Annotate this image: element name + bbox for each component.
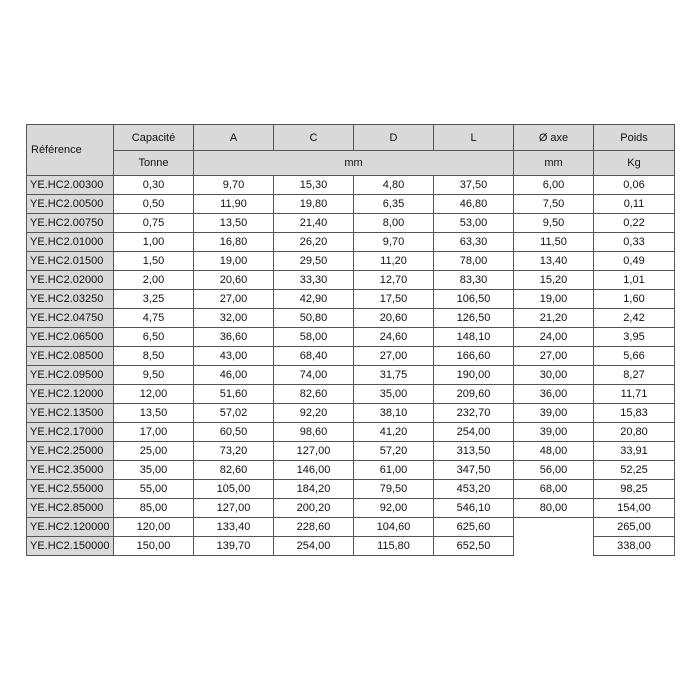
table-row [27,499,675,518]
cell-axle: 6,00 [514,176,594,195]
cell-c: 42,90 [274,290,354,309]
table-row [27,328,675,347]
cell-reference: YE.HC2.00300 [27,176,114,195]
table-row [27,309,675,328]
cell-c: 228,60 [274,518,354,537]
cell-c: 26,20 [274,233,354,252]
header-reference: Référence [27,125,114,176]
cell-axle: 56,00 [514,461,594,480]
cell-axle: 48,00 [514,442,594,461]
cell-c: 82,60 [274,385,354,404]
cell-d: 57,20 [354,442,434,461]
cell-c: 127,00 [274,442,354,461]
cell-d: 104,60 [354,518,434,537]
cell-d: 92,00 [354,499,434,518]
cell-d: 38,10 [354,404,434,423]
cell-weight: 15,83 [594,404,675,423]
cell-l: 190,00 [434,366,514,385]
cell-a: 11,90 [194,195,274,214]
table-row [27,423,675,442]
cell-reference: YE.HC2.85000 [27,499,114,518]
cell-c: 68,40 [274,347,354,366]
cell-l: 652,50 [434,537,514,556]
cell-capacity: 6,50 [114,328,194,347]
cell-d: 24,60 [354,328,434,347]
table-row [27,195,675,214]
cell-d: 6,35 [354,195,434,214]
cell-weight: 0,06 [594,176,675,195]
cell-weight: 52,25 [594,461,675,480]
cell-reference: YE.HC2.06500 [27,328,114,347]
cell-c: 184,20 [274,480,354,499]
cell-c: 29,50 [274,252,354,271]
cell-weight: 1,01 [594,271,675,290]
cell-weight: 33,91 [594,442,675,461]
cell-c: 21,40 [274,214,354,233]
cell-c: 50,80 [274,309,354,328]
cell-reference: YE.HC2.35000 [27,461,114,480]
header-capacity: Capacité [114,125,194,151]
cell-reference: YE.HC2.00500 [27,195,114,214]
cell-reference: YE.HC2.25000 [27,442,114,461]
cell-l: 83,30 [434,271,514,290]
cell-d: 12,70 [354,271,434,290]
cell-l: 166,60 [434,347,514,366]
cell-weight: 8,27 [594,366,675,385]
unit-dimensions: mm [194,151,514,176]
cell-l: 126,50 [434,309,514,328]
cell-c: 98,60 [274,423,354,442]
cell-axle: 9,50 [514,214,594,233]
cell-capacity: 0,50 [114,195,194,214]
cell-reference: YE.HC2.01500 [27,252,114,271]
table-row [27,480,675,499]
cell-a: 127,00 [194,499,274,518]
cell-capacity: 35,00 [114,461,194,480]
table-body [27,176,675,556]
cell-reference: YE.HC2.04750 [27,309,114,328]
specification-table [26,124,675,556]
cell-a: 139,70 [194,537,274,556]
table-row [27,404,675,423]
cell-d: 20,60 [354,309,434,328]
cell-a: 133,40 [194,518,274,537]
cell-reference: YE.HC2.17000 [27,423,114,442]
cell-reference: YE.HC2.13500 [27,404,114,423]
cell-axle: 19,00 [514,290,594,309]
cell-l: 63,30 [434,233,514,252]
cell-reference: YE.HC2.55000 [27,480,114,499]
cell-weight: 1,60 [594,290,675,309]
cell-capacity: 17,00 [114,423,194,442]
cell-l: 347,50 [434,461,514,480]
cell-reference: YE.HC2.120000 [27,518,114,537]
cell-a: 36,60 [194,328,274,347]
cell-d: 115,80 [354,537,434,556]
cell-axle: 39,00 [514,404,594,423]
cell-reference: YE.HC2.01000 [27,233,114,252]
cell-axle: 13,40 [514,252,594,271]
cell-l: 106,50 [434,290,514,309]
cell-capacity: 8,50 [114,347,194,366]
cell-weight: 20,80 [594,423,675,442]
table-row [27,214,675,233]
cell-c: 200,20 [274,499,354,518]
table-row [27,366,675,385]
cell-c: 74,00 [274,366,354,385]
cell-capacity: 1,50 [114,252,194,271]
table-row [27,347,675,366]
cell-l: 625,60 [434,518,514,537]
cell-d: 17,50 [354,290,434,309]
cell-a: 82,60 [194,461,274,480]
cell-l: 78,00 [434,252,514,271]
table-row [27,176,675,195]
cell-d: 27,00 [354,347,434,366]
cell-a: 19,00 [194,252,274,271]
cell-axle: 39,00 [514,423,594,442]
table-row [27,271,675,290]
cell-capacity: 12,00 [114,385,194,404]
cell-weight: 265,00 [594,518,675,537]
cell-reference: YE.HC2.08500 [27,347,114,366]
cell-capacity: 0,75 [114,214,194,233]
cell-capacity: 13,50 [114,404,194,423]
cell-weight: 338,00 [594,537,675,556]
cell-c: 254,00 [274,537,354,556]
table-row [27,518,675,537]
cell-reference: YE.HC2.02000 [27,271,114,290]
cell-a: 16,80 [194,233,274,252]
cell-d: 31,75 [354,366,434,385]
cell-c: 15,30 [274,176,354,195]
header-axle: Ø axe [514,125,594,151]
cell-l: 53,00 [434,214,514,233]
header-a: A [194,125,274,151]
cell-reference: YE.HC2.12000 [27,385,114,404]
cell-axle: 11,50 [514,233,594,252]
cell-a: 46,00 [194,366,274,385]
cell-weight: 98,25 [594,480,675,499]
table-row [27,385,675,404]
cell-c: 146,00 [274,461,354,480]
cell-weight: 3,95 [594,328,675,347]
cell-a: 20,60 [194,271,274,290]
cell-reference: YE.HC2.00750 [27,214,114,233]
header-c: C [274,125,354,151]
cell-a: 60,50 [194,423,274,442]
cell-reference: YE.HC2.09500 [27,366,114,385]
cell-capacity: 120,00 [114,518,194,537]
cell-axle [514,537,594,556]
cell-l: 232,70 [434,404,514,423]
cell-axle: 80,00 [514,499,594,518]
cell-l: 313,50 [434,442,514,461]
cell-l: 546,10 [434,499,514,518]
cell-l: 453,20 [434,480,514,499]
cell-l: 148,10 [434,328,514,347]
cell-d: 79,50 [354,480,434,499]
cell-d: 9,70 [354,233,434,252]
cell-axle: 21,20 [514,309,594,328]
unit-axle: mm [514,151,594,176]
cell-a: 105,00 [194,480,274,499]
cell-axle: 36,00 [514,385,594,404]
cell-c: 33,30 [274,271,354,290]
cell-d: 61,00 [354,461,434,480]
cell-capacity: 9,50 [114,366,194,385]
cell-d: 4,80 [354,176,434,195]
cell-d: 11,20 [354,252,434,271]
table-row [27,233,675,252]
cell-capacity: 4,75 [114,309,194,328]
cell-capacity: 1,00 [114,233,194,252]
cell-c: 19,80 [274,195,354,214]
unit-capacity: Tonne [114,151,194,176]
cell-weight: 0,11 [594,195,675,214]
cell-l: 254,00 [434,423,514,442]
cell-axle: 7,50 [514,195,594,214]
cell-capacity: 55,00 [114,480,194,499]
table-row [27,461,675,480]
cell-weight: 0,33 [594,233,675,252]
cell-axle: 68,00 [514,480,594,499]
cell-capacity: 3,25 [114,290,194,309]
cell-axle [514,518,594,537]
cell-a: 43,00 [194,347,274,366]
cell-weight: 154,00 [594,499,675,518]
cell-a: 9,70 [194,176,274,195]
cell-a: 13,50 [194,214,274,233]
cell-weight: 0,22 [594,214,675,233]
cell-axle: 30,00 [514,366,594,385]
cell-c: 58,00 [274,328,354,347]
cell-a: 57,02 [194,404,274,423]
cell-a: 51,60 [194,385,274,404]
header-weight: Poids [594,125,675,151]
header-d: D [354,125,434,151]
cell-capacity: 25,00 [114,442,194,461]
cell-capacity: 2,00 [114,271,194,290]
table-row [27,290,675,309]
unit-weight: Kg [594,151,675,176]
cell-weight: 11,71 [594,385,675,404]
cell-a: 73,20 [194,442,274,461]
cell-capacity: 85,00 [114,499,194,518]
cell-d: 35,00 [354,385,434,404]
table-row [27,537,675,556]
cell-capacity: 0,30 [114,176,194,195]
cell-a: 32,00 [194,309,274,328]
cell-c: 92,20 [274,404,354,423]
table-row [27,442,675,461]
cell-d: 41,20 [354,423,434,442]
cell-axle: 27,00 [514,347,594,366]
cell-l: 46,80 [434,195,514,214]
table-row [27,252,675,271]
cell-capacity: 150,00 [114,537,194,556]
cell-d: 8,00 [354,214,434,233]
cell-reference: YE.HC2.150000 [27,537,114,556]
cell-weight: 2,42 [594,309,675,328]
cell-weight: 0,49 [594,252,675,271]
cell-weight: 5,66 [594,347,675,366]
cell-a: 27,00 [194,290,274,309]
cell-axle: 24,00 [514,328,594,347]
cell-l: 209,60 [434,385,514,404]
cell-reference: YE.HC2.03250 [27,290,114,309]
cell-axle: 15,20 [514,271,594,290]
header-l: L [434,125,514,151]
cell-l: 37,50 [434,176,514,195]
